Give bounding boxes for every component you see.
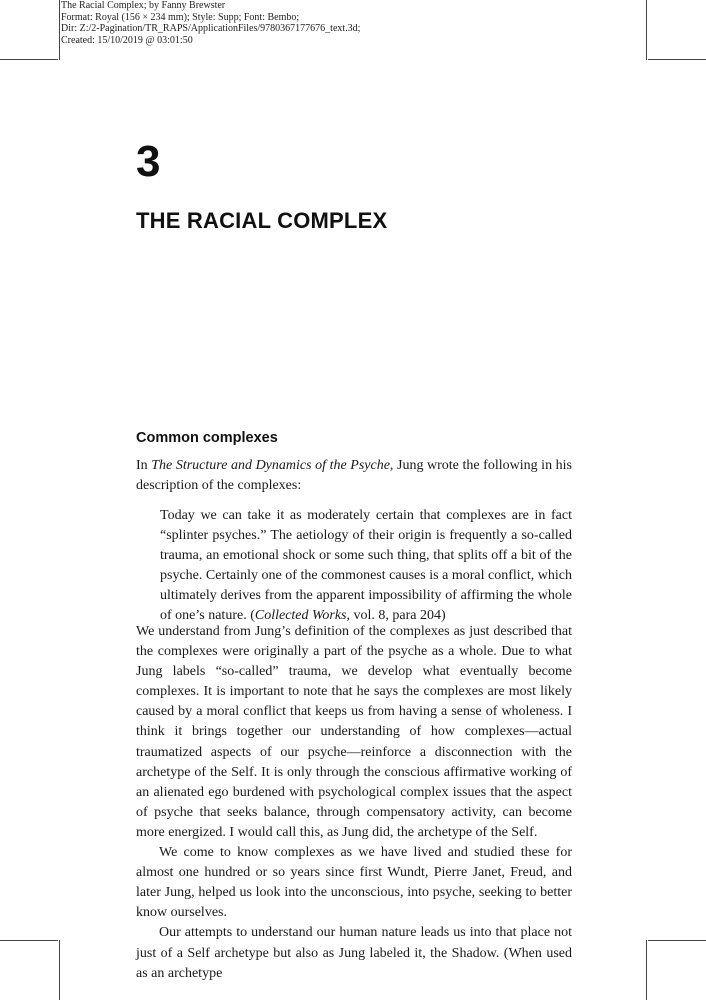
crop-mark-top-right-horizontal: [648, 59, 706, 60]
slug-line-title: The Racial Complex; by Fanny Brewster: [61, 0, 226, 11]
body-paragraph-2: We come to know complexes as we have lived and studied these for almost one hundred or so years since first Wundt, Pierre Janet, Freud, and later Jung, helped us look into the unconscious, into psyche, seeking to better know ourselves.: [136, 845, 572, 921]
print-slug: [61, 0, 360, 46]
body-text: [136, 622, 572, 984]
intro-text-start: In: [136, 458, 152, 473]
quote-citation-title: Collected Works: [254, 608, 347, 624]
slug-line-dir: Dir: Z:/2-Pagination/TR_RAPS/ApplicationFiles/9780367177676_text.3d;: [61, 23, 361, 35]
crop-mark-bottom-right-horizontal: [648, 940, 706, 941]
quote-text: Today we can take it as moderately certain that complexes are in fact “splinter psyches.” The aetiology of their origin is frequently a so-called trauma, an emotional shock or some such thing, that splits off a bit of the psyche. Certainly one of the commonest causes is a moral conflict, which ultimately derives from the apparent impossibility of affirming the whole of one’s nature. (: [160, 508, 572, 624]
chapter-number: 3: [136, 137, 161, 186]
chapter-title: THE RACIAL COMPLEX: [136, 208, 388, 233]
intro-book-title: The Structure and Dynamics of the Psyche: [151, 458, 390, 473]
body-paragraph-3: Our attempts to understand our human nature leads us into that place not just of a Self archetype but also as Jung labeled it, the Shadow. (When used as an archetype: [136, 925, 572, 981]
crop-mark-top-left-vertical: [59, 0, 60, 60]
intro-text-end: , Jung wrote the following in his description of the complexes:: [136, 458, 572, 494]
section-heading: Common complexes: [136, 430, 278, 446]
crop-mark-top-left-horizontal: [0, 59, 58, 60]
body-paragraph-1: We understand from Jung’s definition of the complexes as just described that the complexes were originally a part of the psyche as a whole. Due to what Jung labels “so-called” trauma, we develop what eventually become complexes. It is important to note that he says the complexes are most likely caused by a moral conflict that keeps us from having a sense of wholeness. I think it brings together our understanding of how complexes—actual traumatized aspects of our psyche—reinforce a disconnection with the archetype of the Self. It is only through the conscious affirmative working of an alienated ego burdened with psychological complex issues that the aspect of psyche that seeks balance, through compensatory activity, can become more energized. I would call this, as Jung did, the archetype of the Self.: [136, 624, 572, 840]
quote-citation-rest: , vol. 8, para 204): [346, 608, 446, 624]
intro-paragraph: [136, 456, 572, 496]
slug-line-format: Format: Royal (156 × 234 mm); Style: Supp; Font: Bembo;: [61, 11, 300, 23]
crop-mark-bottom-left-vertical: [59, 940, 60, 1000]
block-quote: [160, 506, 572, 627]
crop-mark-bottom-left-horizontal: [0, 940, 58, 941]
crop-mark-top-right-vertical: [646, 0, 647, 60]
slug-line-created: Created: 15/10/2019 @ 03:01:50: [61, 34, 193, 46]
crop-mark-bottom-right-vertical: [646, 940, 647, 1000]
